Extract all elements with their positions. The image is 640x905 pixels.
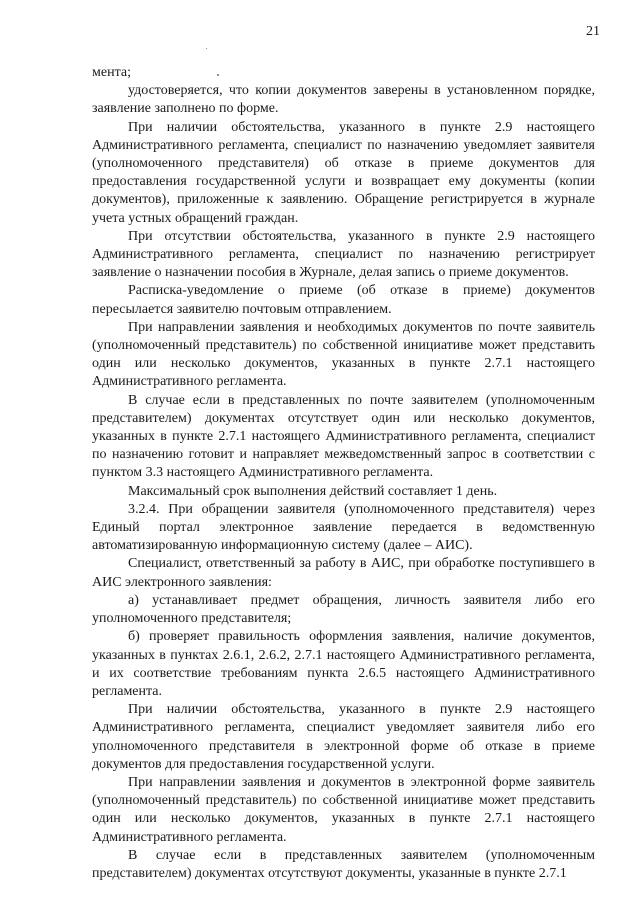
- paragraph: 3.2.4. При обращении заявителя (уполномоченного представителя) через Единый портал электронное заявление передается в ведомственную автоматизированную информационную систему (далее – АИС).: [92, 501, 595, 554]
- paragraph: При наличии обстоятельства, указанного в пункте 2.9 настоящего Административного регламента, специалист по назначению уведомляет заявителя (уполномоченного представителя) об отказе в приеме документов для предоставления государственной услуги и возвращает ему документы (копии документов), приложенные к заявлению. Обращение регистрируется в журнале учета устных обращений граждан.: [92, 119, 595, 226]
- paragraph: Расписка-уведомление о приеме (об отказе в приеме) документов пересылается заявителю почтовым отправлением.: [92, 283, 595, 317]
- paragraph: б) проверяет правильность оформления заявления, наличие документов, указанных в пунктах 2.6.1, 2.6.2, 2.7.1 настоящего Административного регламента, и их соответствие требованиям пункта 2.6.5 настоящего Административного регламента.: [92, 629, 595, 699]
- paragraph: а) устанавливает предмет обращения, личность заявителя либо его уполномоченного представителя;: [92, 592, 595, 627]
- page-number: 21: [586, 24, 600, 39]
- paragraph: Максимальный срок выполнения действий составляет 1 день.: [128, 483, 498, 499]
- paragraph: В случае если в представленных заявителем (уполномоченным представителем) документах отсутствуют документы, указанные в пункте 2.7.1: [92, 847, 595, 881]
- paragraph: В случае если в представленных по почте заявителем (уполномоченным представителем) документах отсутствует один или несколько документов, указанных в пункте 2.7.1 настоящего Административного регламента, специалист по назначению готовит и направляет межведомственный запрос в соответствии с пунктом 3.3 настоящего Административного регламента.: [92, 392, 595, 481]
- paragraph: При направлении заявления и документов в электронной форме заявитель (уполномоченный представитель) по собственной инициативе может представить один или несколько документов, указанных в пункте 2.7.1 настоящего Административного регламента.: [92, 774, 595, 845]
- paragraph: При отсутствии обстоятельства, указанного в пункте 2.9 настоящего Административного регламента, специалист по назначению регистрирует заявление о назначении пособия в Журнале, делая запись о приеме документов.: [92, 228, 595, 281]
- paragraph: При направлении заявления и необходимых документов по почте заявитель (уполномоченный представитель) по собственной инициативе может представить один или несколько документов, указанных в пункте 2.7.1 настоящего Административного регламента.: [92, 319, 595, 390]
- scan-speck: [206, 48, 207, 49]
- paragraph: удостоверяется, что копии документов заверены в установленном порядке, заявление заполнено по форме.: [92, 83, 595, 117]
- paragraph: мента;: [92, 65, 131, 80]
- paragraph: При наличии обстоятельства, указанного в пункте 2.9 настоящего Административного регламента, специалист уведомляет заявителя либо его уполномоченного представителя в электронной форме об отказе в приеме документов для предоставления государственной услуги.: [92, 702, 595, 772]
- document-body: [92, 64, 595, 883]
- paragraph: Специалист, ответственный за работу в АИС, при обработке поступившего в АИС электронного заявления:: [92, 556, 595, 590]
